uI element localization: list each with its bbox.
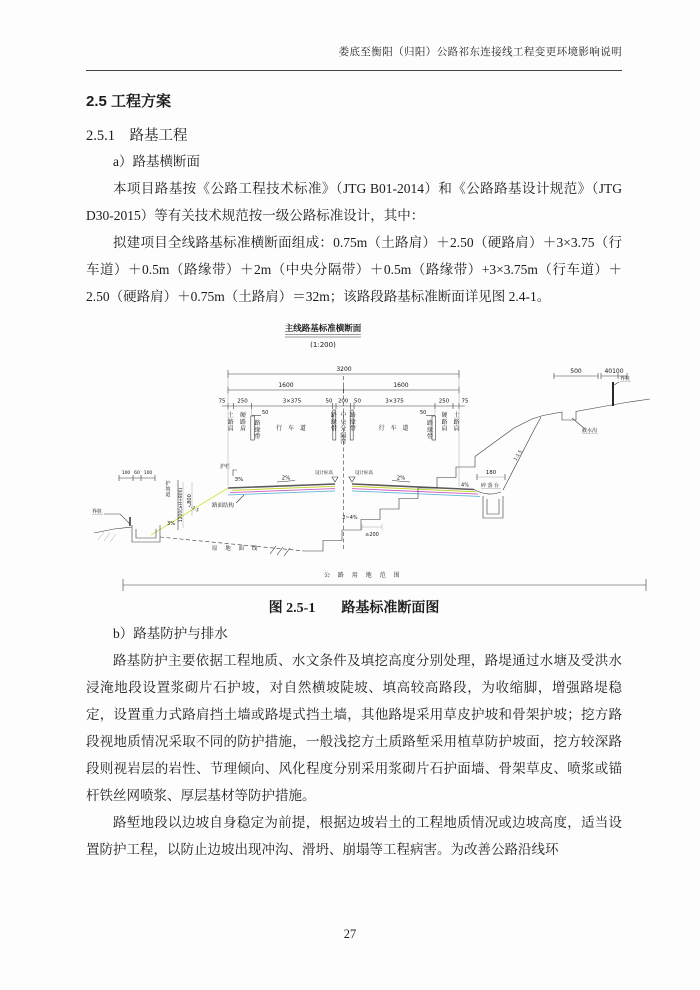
section-heading-2-5: 2.5 工程方案 (86, 93, 172, 110)
label-slope-berm: 护坡道 (165, 481, 171, 498)
dim-500: 500 (570, 368, 582, 375)
dim-75-right: 75 (461, 398, 469, 405)
list-item-a: a）路基横断面 (113, 154, 200, 169)
label-boundary-stake-right: 界桩 (620, 376, 631, 382)
pavement-structure-callout (212, 495, 244, 509)
label-design-elevation-left: 设计标高 (315, 471, 333, 476)
label-original-ground: 原 地 面 线 (212, 546, 261, 552)
dim-40100: 40100 (604, 368, 624, 375)
dim-200-median: 200 (337, 398, 349, 405)
label-intercept-ditch: 截水沟 (582, 428, 598, 434)
label-grade-3-ditch: 3% (167, 521, 175, 527)
label-row-limit: 公 路 用 地 范 围 (324, 572, 403, 579)
dim-ditch-60: 60 (134, 471, 140, 476)
paragraph-cross-section: 拟建项目全线路基标准横断面组成：0.75m（土路肩）＋2.50（硬路肩）＋3×3.75（行车道）＋0.5m（路缘带）＋2m（中央分隔带）＋0.5m（路缘带）+3×3.75m（行车道）＋2.50（硬路肩）＋0.75m（土路肩）＝32m；该路段路基标准断面详见图 2.4-1。 (86, 235, 622, 304)
label-grade-2-right: 2% (396, 475, 406, 482)
label-curb-strip-left: 路缘带 (254, 420, 261, 441)
label-earth-shoulder-left: 土路肩 (227, 412, 234, 433)
dim-50-right: 50 (354, 398, 361, 405)
paragraph-standards: 本项目路基按《公路工程技术标准》（JTG B01-2014）和《公路路基设计规范》（JTG D30-2015）等有关技术规范按一级公路标准设计，其中： (86, 181, 622, 223)
label-carriageway-left: 行 车 道 (276, 425, 308, 432)
pavement-layers (228, 484, 480, 496)
left-ditch (92, 508, 160, 542)
label-earth-shoulder-right: 土路肩 (453, 412, 460, 433)
dim-250-left: 250 (237, 398, 248, 405)
label-hard-shoulder-right: 硬路肩 (441, 412, 448, 433)
label-grade-3-shoulder: 3% (234, 477, 244, 483)
diagram-scale: (1:200) (310, 341, 336, 349)
document-header-title: 娄底至衡阳（归阳）公路祁东连接线工程变更环境影响说明 (86, 44, 622, 71)
dim-3x375-left: 3×375 (282, 398, 302, 405)
design-elevation-marks (315, 469, 373, 482)
dim-ditch-100a: 100 (121, 471, 131, 476)
dim-1600-left: 1600 (278, 382, 294, 389)
label-grade-4: 4% (461, 482, 469, 489)
label-berm: 碎落台 (481, 483, 501, 489)
dim-75-left: 75 (218, 398, 226, 405)
label-curb-strip-median-left: 路缘带 (330, 412, 337, 433)
label-boundary-stake-left: 界桩 (92, 509, 103, 515)
diagram-title: 主线路基标准横断面 (284, 324, 362, 334)
dim-250-right: 250 (438, 398, 450, 405)
label-design-elevation-right: 设计标高 (355, 471, 373, 476)
label-hard-shoulder-left: 硬路肩 (239, 412, 247, 433)
cross-section-diagram (86, 318, 651, 592)
page-number: 27 (343, 927, 357, 941)
label-grade-2-left: 2% (281, 475, 291, 482)
figure-caption (86, 597, 622, 617)
label-guardrail: 护栏 (220, 464, 231, 470)
figure-roadbed-cross-section (86, 318, 631, 617)
original-ground-line (160, 537, 304, 556)
section-heading-2-5-1: 2.5.1 路基工程 (86, 128, 188, 144)
dim-1200: 1200(≥H+800) (179, 487, 184, 523)
guardrail (220, 463, 237, 476)
dim-ditch-100b: 100 (143, 471, 153, 476)
dim-1600-right: 1600 (393, 382, 409, 389)
label-median: 中央分隔带 (340, 412, 347, 447)
diagram-title-block (285, 323, 362, 349)
label-step-min: ≥200 (365, 532, 379, 538)
label-pavement-structure: 路面结构 (212, 503, 235, 509)
row-dimension (123, 571, 646, 591)
label-slope-ratio-left: 1:1.5 (186, 503, 200, 514)
dim-800: 800 (187, 494, 193, 504)
dim-3200: 3200 (336, 366, 352, 373)
label-curb-strip-right: 路缘带 (426, 420, 434, 441)
figure-caption-title: 路基标准断面图 (341, 601, 440, 616)
paragraph-cutting: 路堑地段以边坡自身稳定为前提，根据边坡岩土的工程地质情况或边坡高度，适当设置防护工程，以防止边坡出现冲沟、滑坍、崩塌等工程病害。为改善公路沿线环 (86, 815, 622, 857)
list-item-b: b）路基防护与排水 (113, 626, 228, 641)
label-curb-strip-median-right: 路缘带 (349, 412, 356, 433)
dim-50-left: 50 (325, 398, 333, 405)
dim-berm-180: 180 (485, 470, 497, 476)
dim-3x375-right: 3×375 (385, 398, 404, 405)
label-slope-ratio-right: 1:1.5 (513, 449, 524, 463)
right-natural-ground (475, 368, 650, 457)
paragraph-protection: 路基防护主要依据工程地质、水文条件及填挖高度分别处理，路堤通过水塘及受洪水浸淹地段设置浆砌片石护坡，对自然横坡陡坡、填高较高路段，为收缩脚，增强路堤稳定，设置重力式路肩挡土墙或路堤式挡土墙，其他路堤采用草皮护坡和骨架护坡；挖方路段视地质情况采取不同的防护措施，一般浅挖方土质路堑采用植草防护坡面，挖方较深路段则视岩层的岩性、节理倾向、风化程度分别采用浆砌片石护面墙、骨架草皮、喷浆或锚杆铁丝网喷浆、厚层基材等防护措施。 (86, 653, 622, 803)
label-grade-2-4: 2~4% (342, 515, 358, 521)
label-carriageway-right: 行 车 道 (378, 425, 411, 432)
dim-curb-small-right: 50 (420, 410, 427, 416)
dim-curb-small-left: 50 (262, 410, 269, 416)
figure-caption-number: 图 2.5-1 (268, 601, 316, 616)
right-berm-ditch (474, 417, 541, 518)
